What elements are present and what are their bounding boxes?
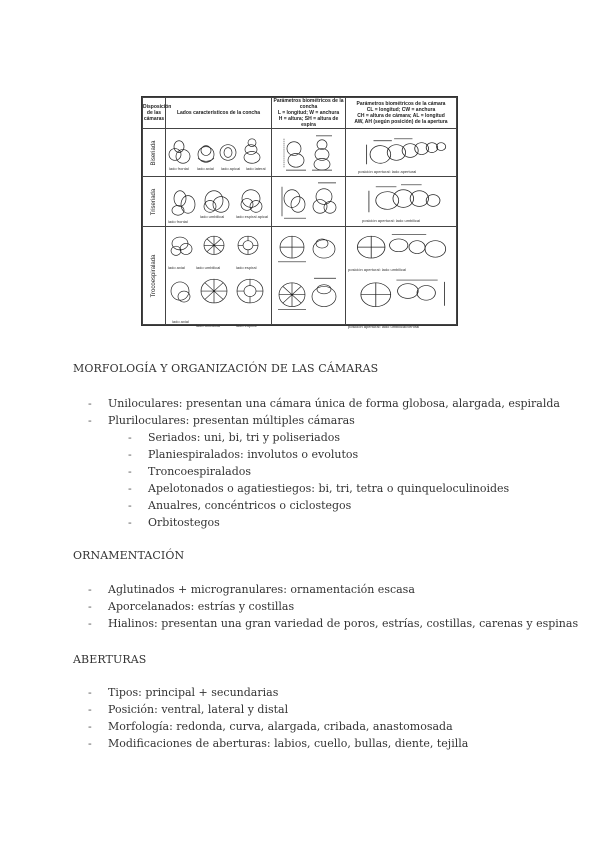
heading-morfologia: MORFOLOGÍA Y ORGANIZACIÓN DE LAS CÁMARAS: [73, 362, 379, 375]
list-item: - Uniloculares: presentan una cámara única de forma globosa, alargada, espiralda: [88, 395, 560, 412]
triserial-views-cell: [166, 177, 272, 227]
triserial-caption-2: lado umbilical: [200, 214, 225, 219]
list-item: - Tipos: principal + secundarias: [88, 684, 468, 701]
triserial-caption-1: lado frontal: [168, 219, 188, 224]
trochospiral-caption-2: lado umbilical: [196, 265, 221, 270]
biserial-caption-1: lado frontal: [169, 166, 189, 171]
biserial-shell-params-drawing: [272, 129, 345, 176]
sub-list-item: - Seriados: uni, bi, tri y poliseriados: [128, 429, 560, 446]
triserial-shell-params-drawing: [272, 177, 345, 226]
figure-table: [142, 97, 457, 329]
biserial-caption-4: lado lateral: [246, 166, 266, 171]
header-chamber-params-detail3: AW, AH (según posición) de la apertura: [354, 119, 448, 125]
sub-list-item: - Planiespiralados: involutos o evolutos: [128, 446, 560, 463]
triserial-chamber-caption: posición apertural: lado umbilical: [362, 218, 421, 223]
triserial-caption-3: lado espiral apical: [236, 214, 269, 219]
heading-ornamentacion: ORNAMENTACIÓN: [73, 549, 185, 562]
biserial-caption-2: lado axial: [197, 166, 214, 171]
list-item: - Posición: ventral, lateral y distal: [88, 701, 468, 718]
trochospiral-caption-1: lado axial: [168, 265, 185, 270]
biserial-views-cell: [166, 129, 272, 177]
header-shell-params-detail2: H = altura; SH = altura de espira: [278, 116, 339, 128]
header-chamber-params-title: Parámetros biométricos de la cámara: [356, 101, 446, 107]
sub-list-item: - Orbitostegos: [128, 514, 560, 531]
trochospiral-caption-5: lado umbilical: [196, 323, 221, 328]
header-shell-params-title: Parámetros biométricos de la concha: [273, 98, 344, 110]
list-aberturas: [88, 684, 468, 752]
trochospiral-caption-4: lado axial: [172, 319, 189, 324]
trochospiral-views-drawing: [166, 227, 271, 324]
trochospiral-chamber-caption-2: posición apertural: lado umbilical/ventral: [348, 324, 420, 329]
sublist-pluriloculares: [88, 429, 560, 531]
biserial-shell-params-cell: [272, 129, 346, 177]
trochospiral-shell-params-drawing: [272, 227, 345, 324]
foraminifera-morphology-figure: [141, 96, 458, 329]
trochospiral-caption-3: lado espiral: [236, 265, 257, 270]
biserial-caption-3: lado apical: [221, 166, 241, 171]
header-views: Lados característicos de la concha: [166, 98, 272, 129]
sub-list-item: - Apelotonados o agatiestiegos: bi, tri, tetra o quinqueloculinoides: [128, 480, 560, 497]
header-shell-params-detail1: L = longitud; W = anchura: [277, 110, 340, 116]
row-label-triseriada: Triseriada: [143, 177, 166, 227]
triserial-shell-params-cell: [272, 177, 346, 227]
list-item: - Hialinos: presentan una gran variedad de poros, estrías, costillas, carenas y espinas: [88, 615, 578, 632]
row-label-biseriada: Biseriada: [143, 129, 166, 177]
header-chamber-params-detail1: CL = longitud; CW = anchura: [366, 107, 436, 113]
list-item: - Aporcelanados: estrías y costillas: [88, 598, 578, 615]
header-chamber-params: [346, 98, 457, 129]
sub-list-item: - Anualres, concéntricos o ciclostegos: [128, 497, 560, 514]
biserial-chamber-caption: posición apertural: lado apertural: [358, 169, 417, 174]
heading-aberturas: ABERTURAS: [73, 653, 147, 666]
trochospiral-chamber-caption-1: posición apertural: lado umbilical: [348, 267, 407, 272]
header-shell-params: [272, 98, 346, 129]
trochospiral-chamber-params-drawing: [346, 227, 456, 324]
sub-list-item: - Troncoespiralados: [128, 463, 560, 480]
list-item: - Aglutinados + microgranulares: ornamentación escasa: [88, 581, 578, 598]
trochospiral-chamber-params-cell: [346, 227, 457, 329]
list-item: - Modificaciones de aberturas: labios, cuello, bullas, diente, tejilla: [88, 735, 468, 752]
biserial-chamber-params-cell: [346, 129, 457, 177]
list-morfologia: [88, 395, 560, 529]
list-ornamentacion: [88, 581, 578, 632]
trochospiral-caption-6: lado espiral: [236, 323, 257, 328]
trochospiral-shell-params-cell: [272, 227, 346, 325]
trochospiral-views-cell: [166, 227, 272, 328]
header-chamber-params-detail2: CH = altura de cámara; AL = longitud: [357, 113, 445, 119]
triserial-chamber-params-cell: [346, 177, 457, 227]
list-item: - Morfología: redonda, curva, alargada, cribada, anastomosada: [88, 718, 468, 735]
header-arrangement: Disposición de las cámaras: [143, 98, 166, 129]
row-label-trocoespiralada: Trocoespiralada: [143, 227, 166, 325]
list-item: - Pluriloculares: presentan múltiples cámaras - Seriados: uni, bi, tri y poliseriados - Planiespiralados: involutos o evolutos - Troncoespiralados - Apelotonados o agatiestiegos: bi, tri, tetra o quinqueloculinoides - Anualres, concéntricos o ciclostegos - Orbitostegos: [88, 412, 560, 429]
